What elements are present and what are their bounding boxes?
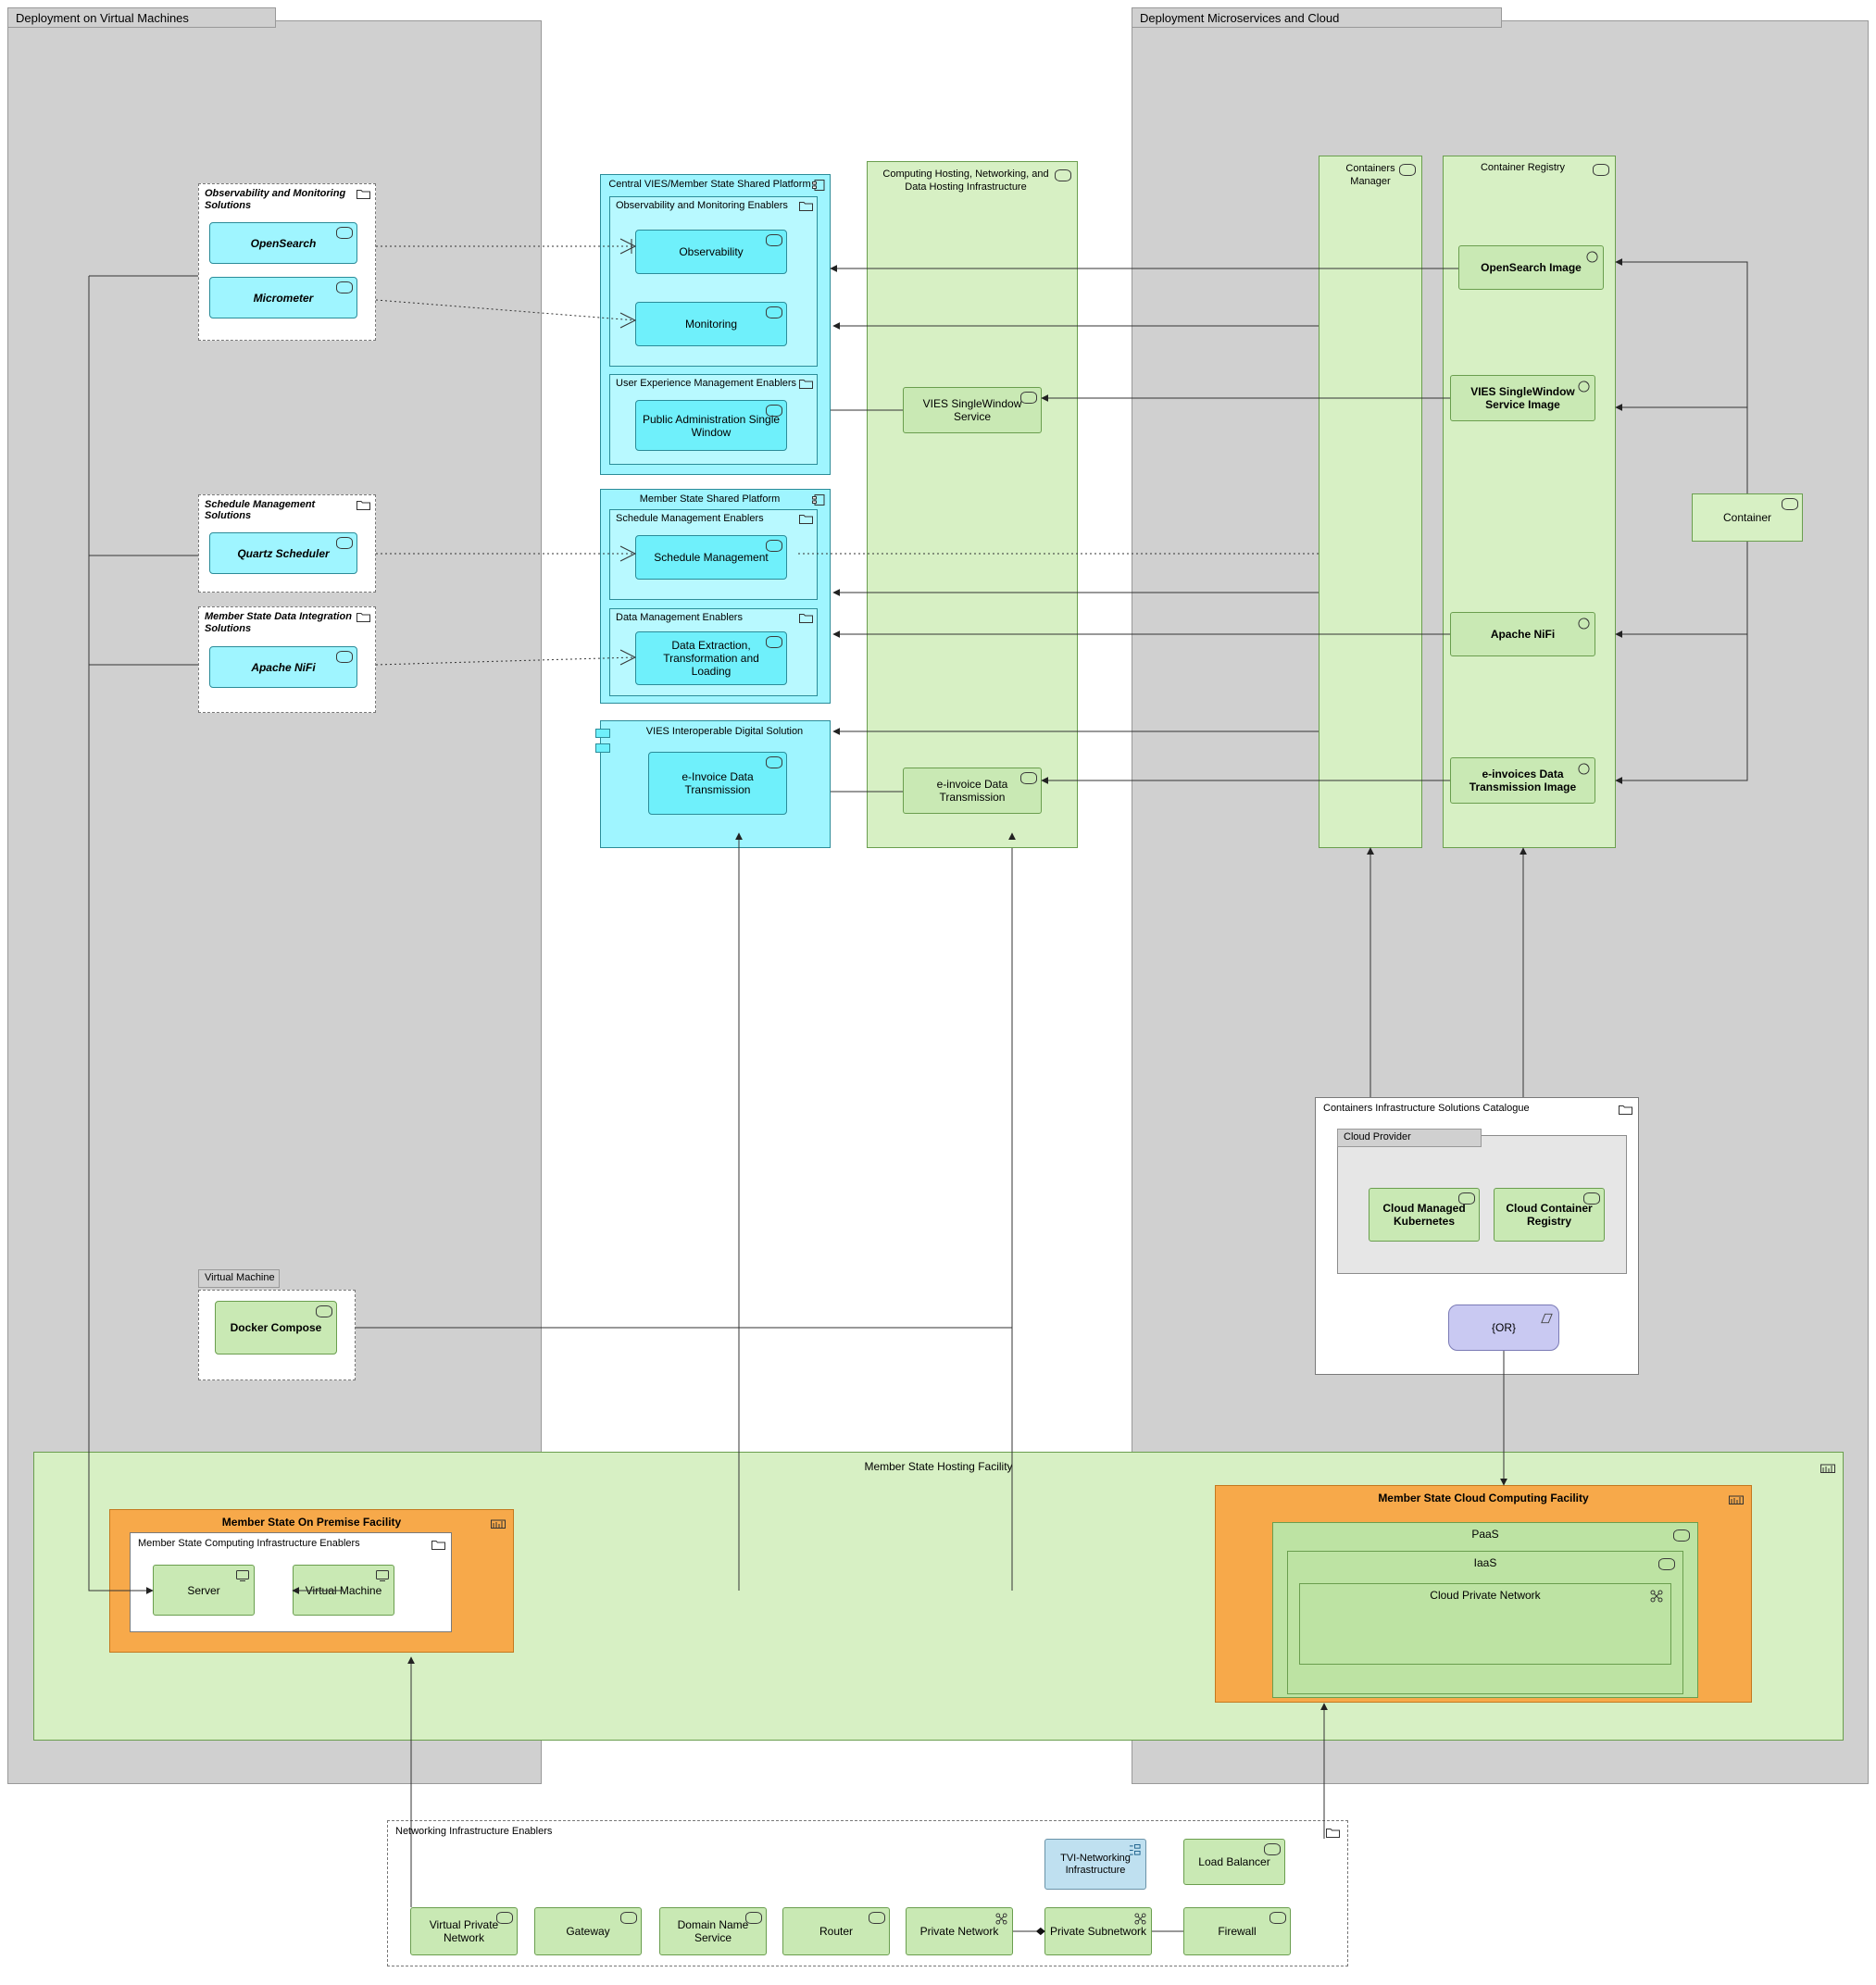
node-observability[interactable] — [635, 230, 787, 274]
facility-icon — [491, 1516, 506, 1529]
node-icon — [496, 1912, 513, 1924]
node-vies-sw-label: VIES SingleWindow Service — [922, 397, 1022, 423]
network-icon — [995, 1913, 1007, 1925]
cloud-private-network — [1299, 1583, 1671, 1665]
node-vies-singlewindow-service-image[interactable] — [1450, 375, 1595, 421]
component-icon — [812, 180, 825, 191]
node-micrometer[interactable] — [209, 277, 357, 318]
node-firewall[interactable] — [1183, 1907, 1291, 1955]
schedule-solutions-title: Schedule Management Solutions — [205, 499, 316, 521]
iaas-label: IaaS — [1473, 1556, 1497, 1569]
networking-enablers-title: Networking Infrastructure Enablers — [395, 1826, 553, 1837]
node-vpn-label: Virtual Private Network — [429, 1918, 499, 1944]
node-server-label: Server — [187, 1583, 220, 1597]
central-shared-platform-title: Central VIES/Member State Shared Platform — [608, 179, 811, 190]
cloud-provider-tab — [1337, 1129, 1482, 1147]
node-private-subnetwork-label: Private Subnetwork — [1049, 1925, 1147, 1938]
node-icon — [336, 651, 353, 663]
artifact-icon — [1586, 251, 1598, 263]
node-icon — [766, 234, 782, 246]
node-nifi-label: Apache NiFi — [251, 660, 316, 674]
folder-icon — [799, 613, 813, 623]
node-quartz-label: Quartz Scheduler — [237, 546, 330, 560]
ms-shared-platform-title: Member State Shared Platform — [639, 493, 781, 505]
node-icon — [766, 636, 782, 648]
node-router[interactable] — [782, 1907, 890, 1955]
node-gateway[interactable] — [534, 1907, 642, 1955]
node-icon — [336, 537, 353, 549]
node-micrometer-label: Micrometer — [253, 291, 314, 305]
device-icon — [376, 1570, 389, 1581]
component-port-1 — [595, 729, 610, 738]
node-vies-sw-image-label: VIES SingleWindow Service Image — [1470, 385, 1575, 411]
integration-solutions-title: Member State Data Integration Solutions — [205, 611, 352, 634]
node-icon — [1673, 1529, 1690, 1542]
node-private-network[interactable] — [906, 1907, 1013, 1955]
node-pasw-label: Public Administration Single Window — [642, 412, 781, 439]
folder-icon — [356, 189, 370, 199]
node-icon — [1458, 1192, 1475, 1205]
folder-icon — [431, 1540, 445, 1550]
group-deployment-on-vm-tab — [7, 7, 276, 28]
node-einvoice-infra-label: e-invoice Data Transmission — [936, 778, 1008, 804]
node-gateway-label: Gateway — [566, 1925, 610, 1938]
node-quartz-scheduler[interactable] — [209, 532, 357, 574]
observability-enablers-title: Observability and Monitoring Enablers — [616, 200, 788, 211]
container-registry-title: Container Registry — [1480, 162, 1566, 173]
node-load-balancer[interactable] — [1183, 1839, 1285, 1885]
node-docker-compose-label: Docker Compose — [230, 1321, 322, 1334]
node-virtual-private-network[interactable] — [410, 1907, 518, 1955]
node-cloud-k8s-label: Cloud Managed Kubernetes — [1382, 1202, 1466, 1228]
folder-icon — [799, 379, 813, 389]
paas-label: PaaS — [1471, 1528, 1499, 1541]
node-icon — [1583, 1192, 1600, 1205]
node-icon — [766, 540, 782, 552]
or-junction-label: {OR} — [1491, 1321, 1516, 1334]
device-icon — [236, 1570, 249, 1581]
node-icon — [1020, 392, 1037, 404]
observability-solutions-title: Observability and Monitoring Solutions — [205, 188, 346, 211]
node-cloud-registry-label: Cloud Container Registry — [1506, 1202, 1593, 1228]
node-icon — [1264, 1843, 1281, 1855]
node-icon — [1658, 1558, 1675, 1570]
infrastructure-title: Computing Hosting, Networking, and Data Hosting Infrastructure — [882, 169, 1049, 193]
node-icon — [1055, 169, 1071, 181]
folder-icon — [799, 201, 813, 211]
vies-digital-title: VIES Interoperable Digital Solution — [645, 726, 804, 737]
node-etl[interactable] — [635, 631, 787, 685]
group-vm-label: Deployment on Virtual Machines — [16, 11, 189, 25]
node-icon — [1782, 498, 1798, 510]
node-icon — [336, 281, 353, 293]
node-firewall-label: Firewall — [1218, 1925, 1257, 1938]
node-icon — [620, 1912, 637, 1924]
cloud-facility-title: Member State Cloud Computing Facility — [1378, 1492, 1589, 1504]
containers-manager-title: Containers Manager — [1345, 163, 1395, 187]
folder-icon — [1619, 1105, 1632, 1115]
node-domain-name-service[interactable] — [659, 1907, 767, 1955]
group-cloud-label: Deployment Microservices and Cloud — [1140, 11, 1340, 25]
node-load-balancer-label: Load Balancer — [1198, 1855, 1270, 1868]
node-opensearch-image[interactable] — [1458, 245, 1604, 290]
folder-icon — [356, 612, 370, 622]
on-premise-title: Member State On Premise Facility — [221, 1516, 402, 1529]
ux-enablers-title: User Experience Management Enablers — [616, 378, 797, 389]
node-icon — [1269, 1912, 1286, 1924]
virtual-machine-group-tab — [198, 1269, 280, 1288]
node-icon — [745, 1912, 762, 1924]
node-etl-label: Data Extraction, Transformation and Loading — [663, 639, 759, 678]
data-enablers-title: Data Management Enablers — [616, 612, 743, 623]
node-private-network-label: Private Network — [919, 1925, 999, 1938]
node-server[interactable] — [153, 1565, 255, 1616]
hosting-facility-title: Member State Hosting Facility — [864, 1460, 1013, 1473]
node-tvi-networking-infrastructure[interactable] — [1044, 1839, 1146, 1890]
node-icon — [1593, 164, 1609, 176]
node-schedule-mgmt-label: Schedule Management — [654, 551, 769, 564]
artifact-icon — [1578, 381, 1590, 393]
node-monitoring[interactable] — [635, 302, 787, 346]
node-nifi-image-label: Apache NiFi — [1490, 628, 1556, 641]
node-einvoice-label: e-Invoice Data Transmission — [682, 770, 754, 796]
containers-manager — [1319, 156, 1422, 848]
node-tvi-label: TVI-Networking Infrastructure — [1060, 1852, 1131, 1876]
folder-icon — [1326, 1828, 1340, 1838]
group-microservices-cloud-tab — [1132, 7, 1502, 28]
node-monitoring-label: Monitoring — [684, 318, 738, 331]
node-public-admin-single-window[interactable] — [635, 400, 787, 451]
network-icon — [1134, 1913, 1146, 1925]
junction-icon — [1539, 1313, 1553, 1324]
node-docker-compose[interactable] — [215, 1301, 337, 1355]
node-opensearch-image-label: OpenSearch Image — [1481, 261, 1582, 274]
computing-enablers-title: Member State Computing Infrastructure Enablers — [138, 1538, 360, 1549]
node-cloud-container-registry[interactable] — [1494, 1188, 1605, 1242]
schedule-enablers-title: Schedule Management Enablers — [616, 513, 764, 524]
node-icon — [316, 1305, 332, 1317]
node-einvoices-image-label: e-invoices Data Transmission Image — [1469, 768, 1577, 793]
node-einvoice-data-transmission-infra[interactable] — [903, 768, 1042, 814]
artifact-icon — [1578, 618, 1590, 630]
node-icon — [766, 306, 782, 318]
node-observability-label: Observability — [679, 245, 744, 258]
cloud-provider-label: Cloud Provider — [1344, 1131, 1411, 1142]
virtual-machine-group-label: Virtual Machine — [205, 1272, 275, 1283]
node-icon — [766, 405, 782, 417]
or-junction — [1448, 1305, 1559, 1351]
artifact-icon — [1578, 763, 1590, 775]
node-dns-label: Domain Name Service — [677, 1918, 749, 1944]
node-private-subnetwork[interactable] — [1044, 1907, 1152, 1955]
network-icon — [1650, 1590, 1663, 1603]
facility-icon — [1820, 1460, 1835, 1473]
node-opensearch-label: OpenSearch — [250, 236, 317, 250]
node-container-label: Container — [1722, 511, 1772, 524]
node-vies-singlewindow-service[interactable] — [903, 387, 1042, 433]
node-schedule-management[interactable] — [635, 535, 787, 580]
folder-icon — [356, 500, 370, 510]
node-apache-nifi-image[interactable] — [1450, 612, 1595, 656]
node-icon — [1399, 164, 1416, 176]
node-virtual-machine-label: Virtual Machine — [305, 1583, 382, 1597]
folder-icon — [799, 514, 813, 524]
component-icon — [812, 494, 825, 506]
facility-icon — [1729, 1492, 1744, 1504]
node-apache-nifi[interactable] — [209, 646, 357, 688]
node-container[interactable] — [1692, 493, 1803, 542]
component-port-2 — [595, 743, 610, 753]
node-einvoices-data-transmission-image[interactable] — [1450, 757, 1595, 804]
cloud-private-network-label: Cloud Private Network — [1430, 1589, 1541, 1602]
node-icon — [1020, 772, 1037, 784]
node-e-invoice-data-transmission[interactable] — [648, 752, 787, 815]
node-router-label: Router — [819, 1925, 854, 1938]
computing-hosting-infrastructure — [867, 161, 1078, 848]
list-icon — [1129, 1844, 1141, 1856]
containers-catalogue-title: Containers Infrastructure Solutions Catalogue — [1323, 1103, 1530, 1114]
node-icon — [869, 1912, 885, 1924]
node-virtual-machine[interactable] — [293, 1565, 394, 1616]
node-cloud-managed-kubernetes[interactable] — [1369, 1188, 1480, 1242]
node-opensearch[interactable] — [209, 222, 357, 264]
node-icon — [336, 227, 353, 239]
node-icon — [766, 756, 782, 768]
